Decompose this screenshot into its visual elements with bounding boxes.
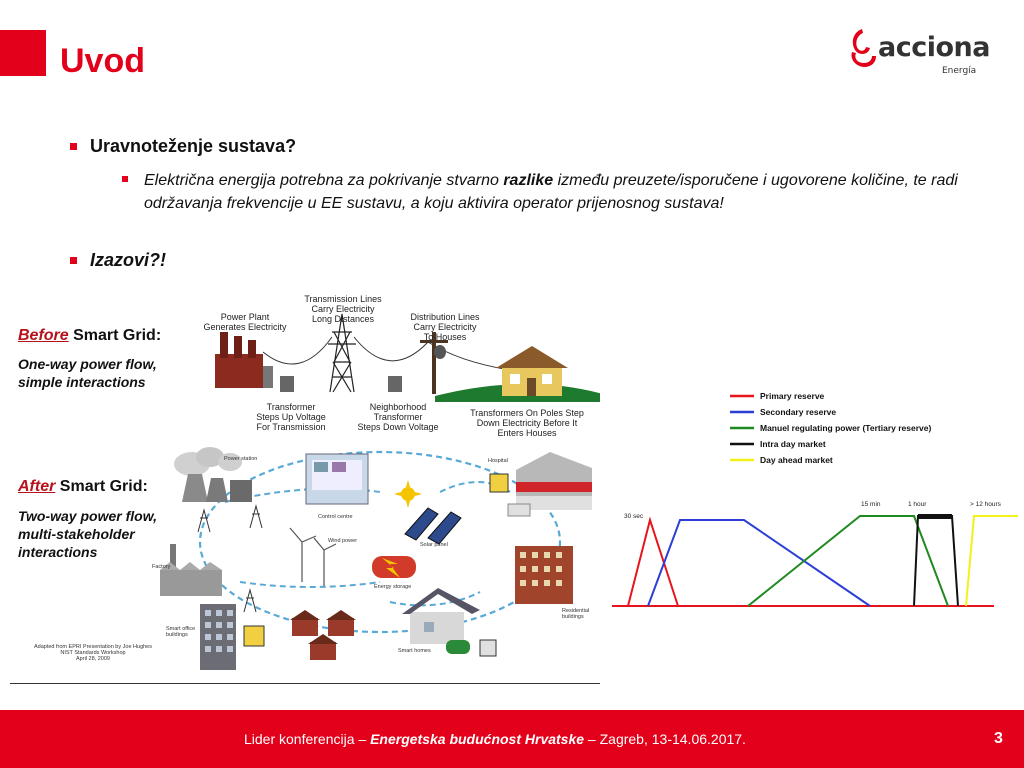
bullet-marker (70, 143, 77, 150)
house-icon (496, 346, 568, 396)
after-subtitle-3: interactions (18, 544, 98, 560)
smart-meter-icon (244, 626, 264, 646)
transformer-icon (388, 376, 402, 392)
wind-label: Wind power (328, 538, 358, 544)
logo-subtitle: Energía (942, 66, 977, 76)
balancing-reserves-chart (608, 378, 1018, 640)
label-line: Generates Electricity (203, 322, 287, 332)
after-word: After (18, 478, 56, 495)
definition-emphasis: razlike (503, 172, 554, 189)
control-label: Control centre (318, 514, 353, 520)
label-line: Steps Up Voltage (256, 412, 326, 422)
label-line: Power Plant (220, 312, 270, 322)
transmission-tower-icon (328, 314, 356, 392)
transformer-down-label (350, 402, 446, 432)
time-label: 30 sec (624, 513, 644, 520)
factory-label: Factory (152, 564, 171, 570)
footer-suffix: – Zagreb, 13-14.06.2017. (584, 731, 746, 747)
smart-home-icon (402, 588, 480, 654)
footer-caption (244, 731, 746, 747)
bullet-marker (70, 257, 77, 264)
source-line: NIST Standards Workshop (60, 650, 126, 656)
before-heading (18, 327, 161, 345)
legend-label: Secondary reserve (760, 407, 837, 417)
footer-prefix: Lider konferencija – (244, 731, 371, 747)
houses-icon (290, 610, 356, 660)
time-label: 15 min (861, 501, 881, 508)
before-subtitle-2: simple interactions (18, 374, 146, 390)
legend-label: Manuel regulating power (Tertiary reserve) (760, 423, 932, 433)
legend-label: Primary reserve (760, 391, 825, 401)
transmission-label (296, 294, 390, 324)
control-center-icon (306, 454, 368, 504)
footer-event: Energetska budućnost Hrvatske (370, 731, 585, 747)
hospital-label: Hospital (488, 458, 508, 464)
smart-meter-icon (480, 640, 496, 656)
residential-label: Residential buildings (562, 608, 590, 620)
time-label: 1 hour (908, 501, 927, 508)
label-line: Distribution Lines (410, 312, 480, 322)
smart-grid-diagram (10, 292, 600, 684)
label-line: Down Electricity Before It (476, 418, 578, 428)
bullet-balancing: Uravnoteženje sustava? (90, 136, 297, 156)
transformer-up-label (246, 402, 336, 432)
label-line: Transmission Lines (304, 294, 382, 304)
car-icon (508, 504, 530, 516)
before-word: Before (18, 327, 69, 344)
before-heading-rest: Smart Grid: (68, 327, 162, 344)
transformer-icon (280, 376, 294, 392)
intraday-block (918, 514, 952, 519)
source-note (18, 644, 168, 662)
hospital-icon (516, 452, 592, 510)
reserves-chart-svg (608, 378, 1018, 640)
after-heading (18, 478, 148, 496)
label-line: Neighborhood (369, 402, 427, 412)
label-line: Transformers On Poles Step (470, 408, 584, 418)
pole-transformer-label (458, 408, 596, 438)
power-station-label: Power station (224, 456, 258, 462)
series-line-4 (914, 516, 958, 606)
label-line: To Houses (423, 332, 467, 342)
source-line: April 28, 2009 (76, 656, 110, 662)
factory-icon (160, 544, 222, 596)
page-number: 3 (994, 730, 1003, 747)
distribution-label (400, 312, 490, 342)
storage-label: Energy storage (374, 584, 412, 590)
before-subtitle-1: One-way power flow, (18, 356, 157, 372)
after-subtitle-2: multi-stakeholder (18, 526, 135, 542)
label-line: Carry Electricity (311, 304, 375, 314)
diagram-baseline (10, 683, 600, 684)
label-line: Steps Down Voltage (357, 422, 439, 432)
sub-bullet-definition (144, 169, 964, 215)
label-line: Carry Electricity (413, 322, 477, 332)
offices-label: Smart office buildings (166, 626, 196, 638)
power-plant-icon (215, 332, 273, 388)
acciona-logo-mark (848, 26, 878, 70)
label-line: Long Distances (311, 314, 375, 324)
time-label: > 12 hours (970, 501, 1001, 508)
legend-label: Day ahead market (760, 455, 833, 465)
legend-label: Intra day market (760, 439, 826, 449)
series-line-5 (966, 516, 1018, 606)
power-plant-label (200, 312, 290, 332)
label-line: Transformer (373, 412, 423, 422)
slide-title: Uvod (60, 42, 145, 80)
logo-wordmark: acciona (878, 32, 990, 63)
residential-building-icon (515, 546, 573, 604)
source-line: Adapted from EPRI Presentation by Joe Hughes (33, 644, 152, 650)
definition-text-1: Električna energija potrebna za pokrivanje stvarno (144, 172, 504, 189)
title-accent-square (0, 30, 46, 76)
after-heading-rest: Smart Grid: (55, 478, 148, 495)
office-building-icon (200, 604, 236, 670)
definition-text-2: između preuzete/isporučene i ugovorene količine, te radi održavanja frekvencije u EE sustavu, a koju aktivira operator prijenosnog sustava! (144, 172, 958, 212)
label-line: For Transmission (256, 422, 326, 432)
sun-icon (394, 480, 422, 508)
energy-storage-icon (372, 556, 416, 578)
acciona-logo (848, 24, 990, 80)
bullet-challenges: Izazovi?! (90, 250, 167, 270)
smart-home-label: Smart homes (398, 648, 431, 654)
label-line: Enters Houses (497, 428, 557, 438)
solar-panel-icon (405, 508, 461, 544)
series-line-2 (648, 520, 870, 606)
solar-label: Solar panel (420, 542, 448, 548)
wind-turbine-icon (290, 528, 336, 586)
smart-meter-icon (490, 474, 508, 492)
footer-bar (0, 710, 1024, 768)
label-line: Transformer (266, 402, 316, 412)
after-subtitle-1: Two-way power flow, (18, 508, 157, 524)
sub-bullet-marker (122, 176, 128, 182)
